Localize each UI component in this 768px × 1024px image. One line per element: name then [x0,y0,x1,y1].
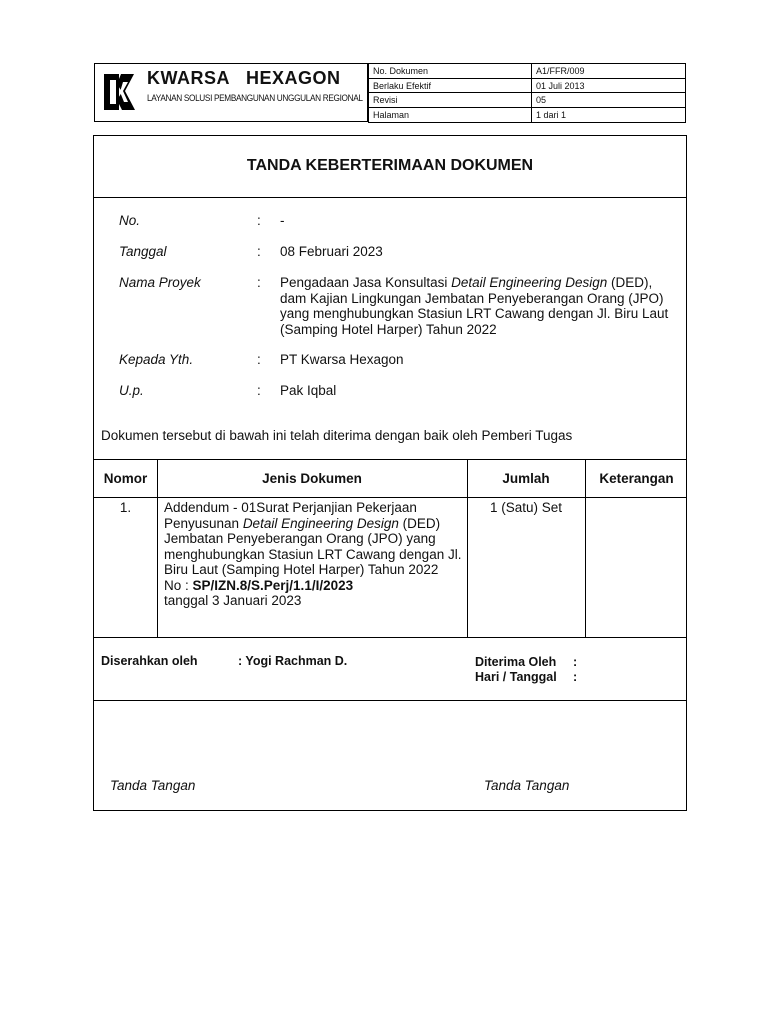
table-top-border [94,459,686,460]
hari-tanggal-label: Hari / Tanggal [475,670,557,684]
document-title: TANDA KEBERTERIMAAN DOKUMEN [246,157,534,174]
kwarsa-hexagon-logo-icon [101,72,137,112]
column-header-jenis: Jenis Dokumen [262,471,362,486]
project-name-part: Pengadaan Jasa Konsultasi [280,275,452,290]
meta-row [369,64,686,79]
row-nomor: 1. [119,500,132,515]
meta-label: No. Dokumen [369,64,532,79]
jenis-tanggal: tanggal 3 Januari 2023 [164,593,302,608]
jenis-part: Addendum - 01Surat Perjanjian Pekerjaan Penyusunan [164,500,417,531]
meta-row [369,108,686,123]
info-label-kepada: Kepada Yth. [119,352,194,367]
info-value-tanggal: 08 Februari 2023 [280,244,383,259]
info-label-tanggal: Tanggal [119,244,167,259]
row-jumlah: 1 (Satu) Set [489,500,563,515]
company-name-word1: KWARSA [147,68,230,88]
company-name [147,68,341,89]
project-name-italic: Detail Engineering Design [451,275,608,290]
meta-label: Revisi [369,93,532,108]
hari-tanggal-colon: : [573,670,578,684]
diserahkan-value: : Yogi Rachman D. [238,654,348,668]
meta-value: 1 dari 1 [532,108,686,123]
company-logo-block [94,63,368,122]
jenis-part: (DED) Jembatan Penyeberangan Orang (JPO) yang menghubungkan Stasiun LRT Cawang dengan Jl. Biru Laut (Samping Hotel Harper) Tahun 2022 [164,515,462,577]
document-meta-table [368,63,686,123]
info-colon: : [257,275,261,290]
info-value-nama-proyek [280,275,680,337]
info-label-no: No. [119,213,141,228]
signature-right-label: Tanda Tangan [484,778,570,793]
meta-value: A1/FFR/009 [532,64,686,79]
info-value-up: Pak Iqbal [280,383,337,398]
column-header-jumlah: Jumlah [502,471,550,486]
diterima-colon: : [573,655,578,669]
table-header-border [94,497,686,498]
info-colon: : [257,213,261,228]
row-jenis-dokumen [164,500,464,609]
diterima-label: Diterima Oleh [475,655,557,669]
meta-value: 05 [532,93,686,108]
project-name-part: (DED), [607,275,653,290]
divider [94,700,686,701]
info-label-up: U.p. [119,383,144,398]
receipt-form [93,135,687,811]
receipt-statement: Dokumen tersebut di bawah ini telah diterima dengan baik oleh Pemberi Tugas [101,428,573,443]
info-value-no: - [280,213,285,228]
project-name-rest: dam Kajian Lingkungan Jembatan Penyeberangan Orang (JPO) yang menghubungkan Stasiun LRT Cawang dengan Jl. Biru Laut (Samping Hotel Harper) Tahun 2022 [280,290,669,337]
divider [94,197,686,198]
info-label-nama-proyek: Nama Proyek [119,275,201,290]
jenis-italic: Detail Engineering Design [242,515,399,531]
info-colon: : [257,244,261,259]
info-colon: : [257,352,261,367]
signature-left-label: Tanda Tangan [110,778,196,793]
column-header-keterangan: Keterangan [599,471,674,486]
column-header-nomor: Nomor [103,471,148,486]
info-value-kepada: PT Kwarsa Hexagon [280,352,404,367]
meta-row [369,78,686,93]
jenis-no-value: SP/IZN.8/S.Perj/1.1/I/2023 [192,577,354,593]
company-name-word2: HEXAGON [246,68,341,88]
table-bottom-border [94,637,686,638]
meta-label: Halaman [369,108,532,123]
diserahkan-label: Diserahkan oleh [101,654,198,668]
meta-row [369,93,686,108]
company-tagline: LAYANAN SOLUSI PEMBANGUNAN UNGGULAN REGIONAL [147,93,363,104]
meta-label: Berlaku Efektif [369,78,532,93]
info-colon: : [257,383,261,398]
meta-value: 01 Juli 2013 [532,78,686,93]
jenis-no-label: No : [164,577,193,593]
